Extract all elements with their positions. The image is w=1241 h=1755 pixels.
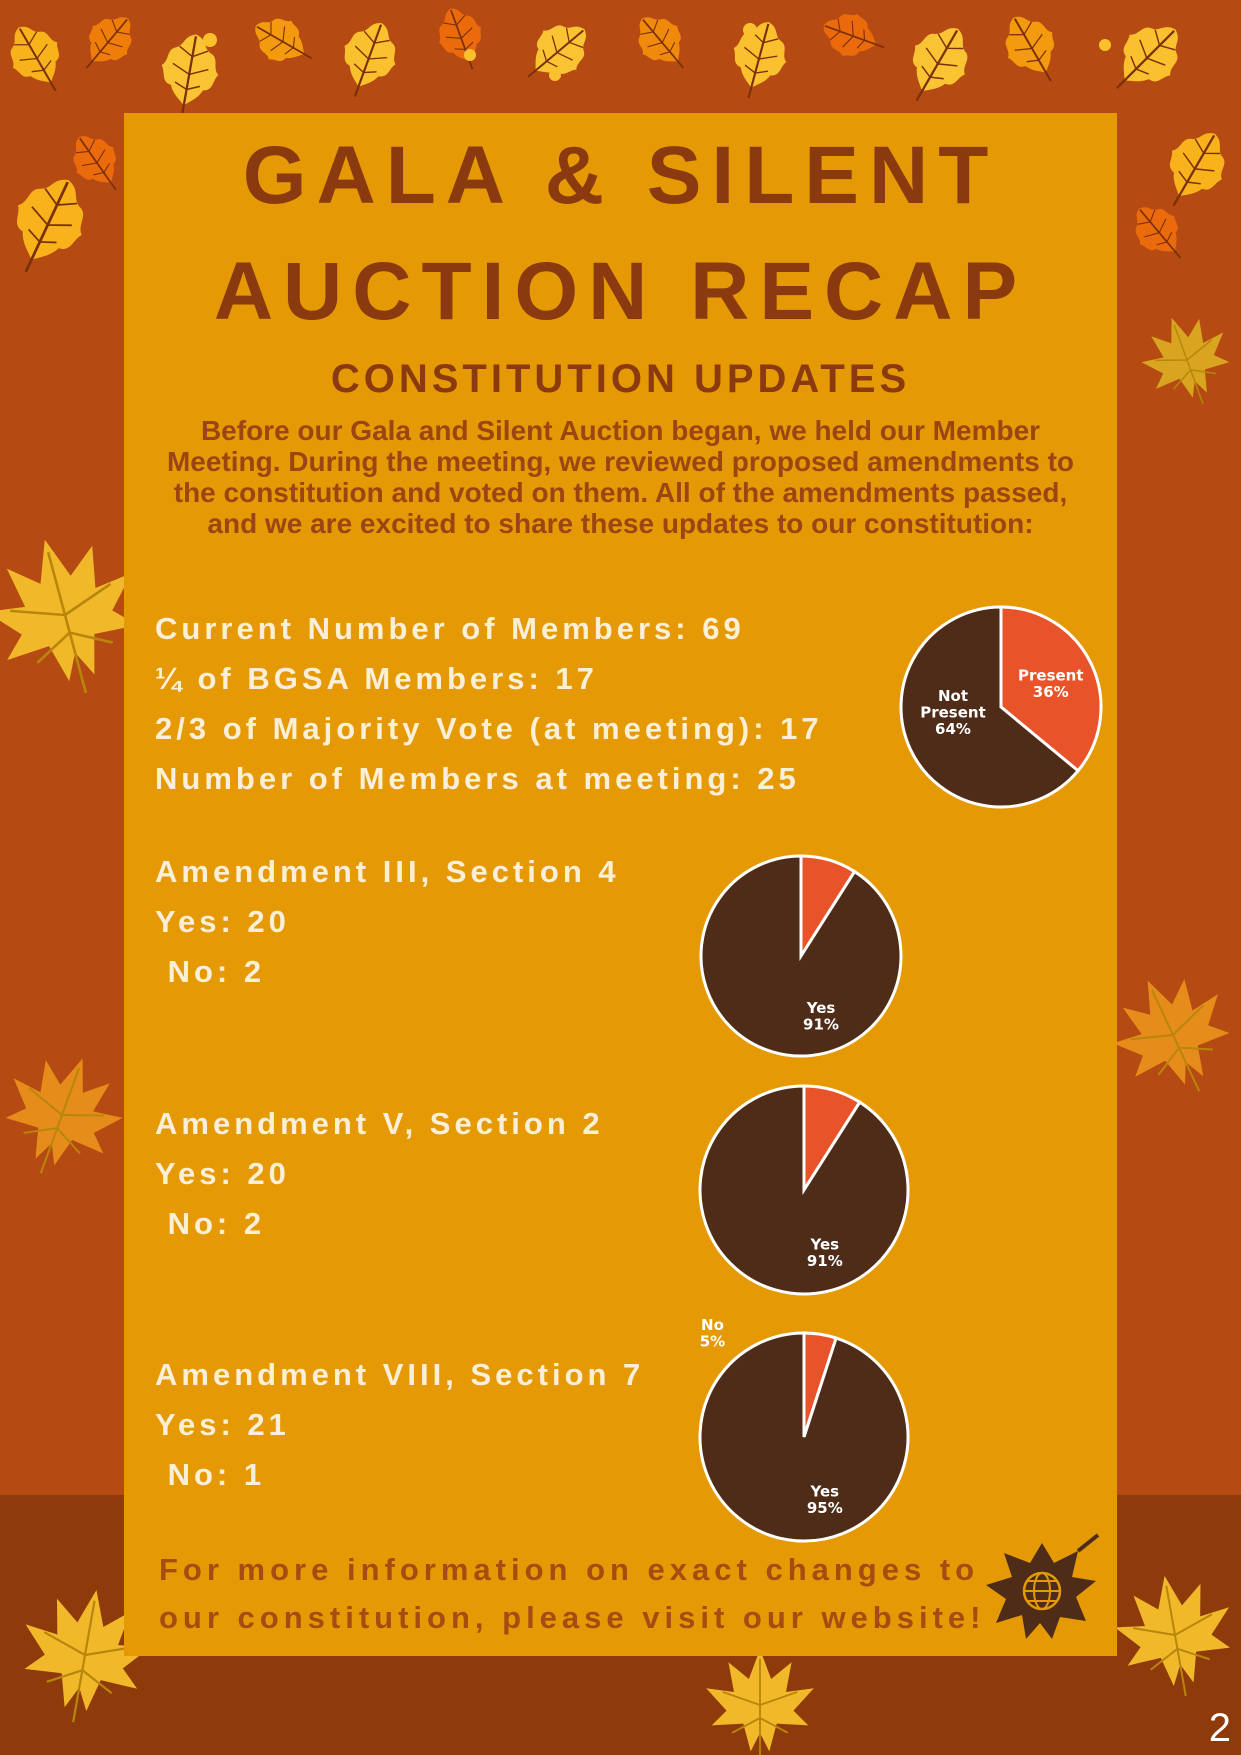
pie-label-yes: Yes 95% (806, 1482, 843, 1517)
stat-quarter-members: ¼ of BGSA Members: 17 (155, 661, 598, 696)
oak-leaf-icon (245, 7, 323, 78)
pie-slice-yes (700, 1086, 908, 1294)
footer-line2: our constitution, please visit our website! (159, 1600, 986, 1635)
amendment-3-yes: Yes: 21 (155, 1407, 290, 1442)
maple-leaf-icon (0, 1040, 124, 1190)
stat-members-at-meeting: Number of Members at meeting: 25 (155, 761, 800, 796)
oak-leaf-icon (0, 165, 100, 286)
page-title-line2: AUCTION RECAP (213, 246, 1028, 337)
pie-chart-amendment-1 (699, 854, 903, 1058)
oak-leaf-icon (0, 14, 78, 103)
leaf-garland-left (0, 130, 124, 330)
amendment-3-title: Amendment VIII, Section 7 (155, 1357, 645, 1392)
amendment-2-yes: Yes: 20 (155, 1156, 290, 1191)
intro-paragraph: Before our Gala and Silent Auction began, we held our Member Meeting. During the meeting, we reviewed proposed amendments to the constitution and voted on them. All of the amendments passed, and we are excited to share these updates to our constitution: (166, 415, 1075, 539)
amendment-1-title: Amendment III, Section 4 (155, 854, 620, 889)
oak-leaf-icon (1149, 120, 1240, 220)
pie-chart-amendment-3 (698, 1316, 910, 1543)
oak-leaf-icon (1097, 9, 1196, 108)
oak-leaf-icon (722, 15, 795, 105)
pie-chart-attendance (899, 605, 1103, 809)
oak-leaf-icon (1122, 194, 1198, 272)
page-number: 2 (1208, 1706, 1231, 1750)
leaf-garland-right (1117, 120, 1241, 450)
pie-slice-yes (700, 1333, 908, 1541)
maple-leaf-icon (0, 510, 130, 720)
amendment-2-title: Amendment V, Section 2 (155, 1106, 604, 1141)
stat-majority-vote: 2/3 of Majority Vote (at meeting): 17 (155, 711, 823, 746)
content-panel (124, 113, 1117, 1656)
oak-leaf-icon (892, 14, 983, 115)
pie-label-yes: Yes 91% (803, 999, 839, 1034)
maple-leaf-icon (1131, 303, 1241, 419)
oak-leaf-icon (329, 14, 407, 106)
maple-leaf-icon (1110, 1560, 1241, 1710)
amendment-3-no: No: 1 (155, 1457, 266, 1492)
amendment-1-no: No: 2 (155, 954, 266, 989)
oak-leaf-icon (816, 4, 892, 68)
oak-leaf-icon (512, 10, 601, 97)
oak-leaf-icon (69, 4, 145, 82)
section-subtitle: CONSTITUTION UPDATES (330, 357, 911, 401)
maple-leaf-icon (1105, 960, 1241, 1110)
pie-label-present: Present 36% (1018, 666, 1084, 702)
pie-label-not-present: Not Present 64% (920, 686, 986, 738)
amendment-1-yes: Yes: 20 (155, 904, 290, 939)
amendment-2-no: No: 2 (155, 1206, 266, 1241)
pie-slice-yes (701, 856, 901, 1056)
footer-line1: For more information on exact changes to (159, 1552, 980, 1587)
pie-chart-amendment-2 (698, 1084, 910, 1296)
stat-current-members: Current Number of Members: 69 (155, 611, 745, 646)
oak-leaf-icon (429, 1, 493, 77)
page-title-line1: GALA & SILENT (242, 130, 999, 221)
maple-leaf-icon (660, 1655, 860, 1755)
oak-leaf-icon (992, 4, 1073, 93)
pie-label-no: No 5% (699, 1316, 726, 1351)
pie-label-yes: Yes 91% (806, 1235, 843, 1270)
globe-leaf-icon[interactable] (982, 1533, 1102, 1648)
oak-leaf-icon (625, 4, 701, 82)
